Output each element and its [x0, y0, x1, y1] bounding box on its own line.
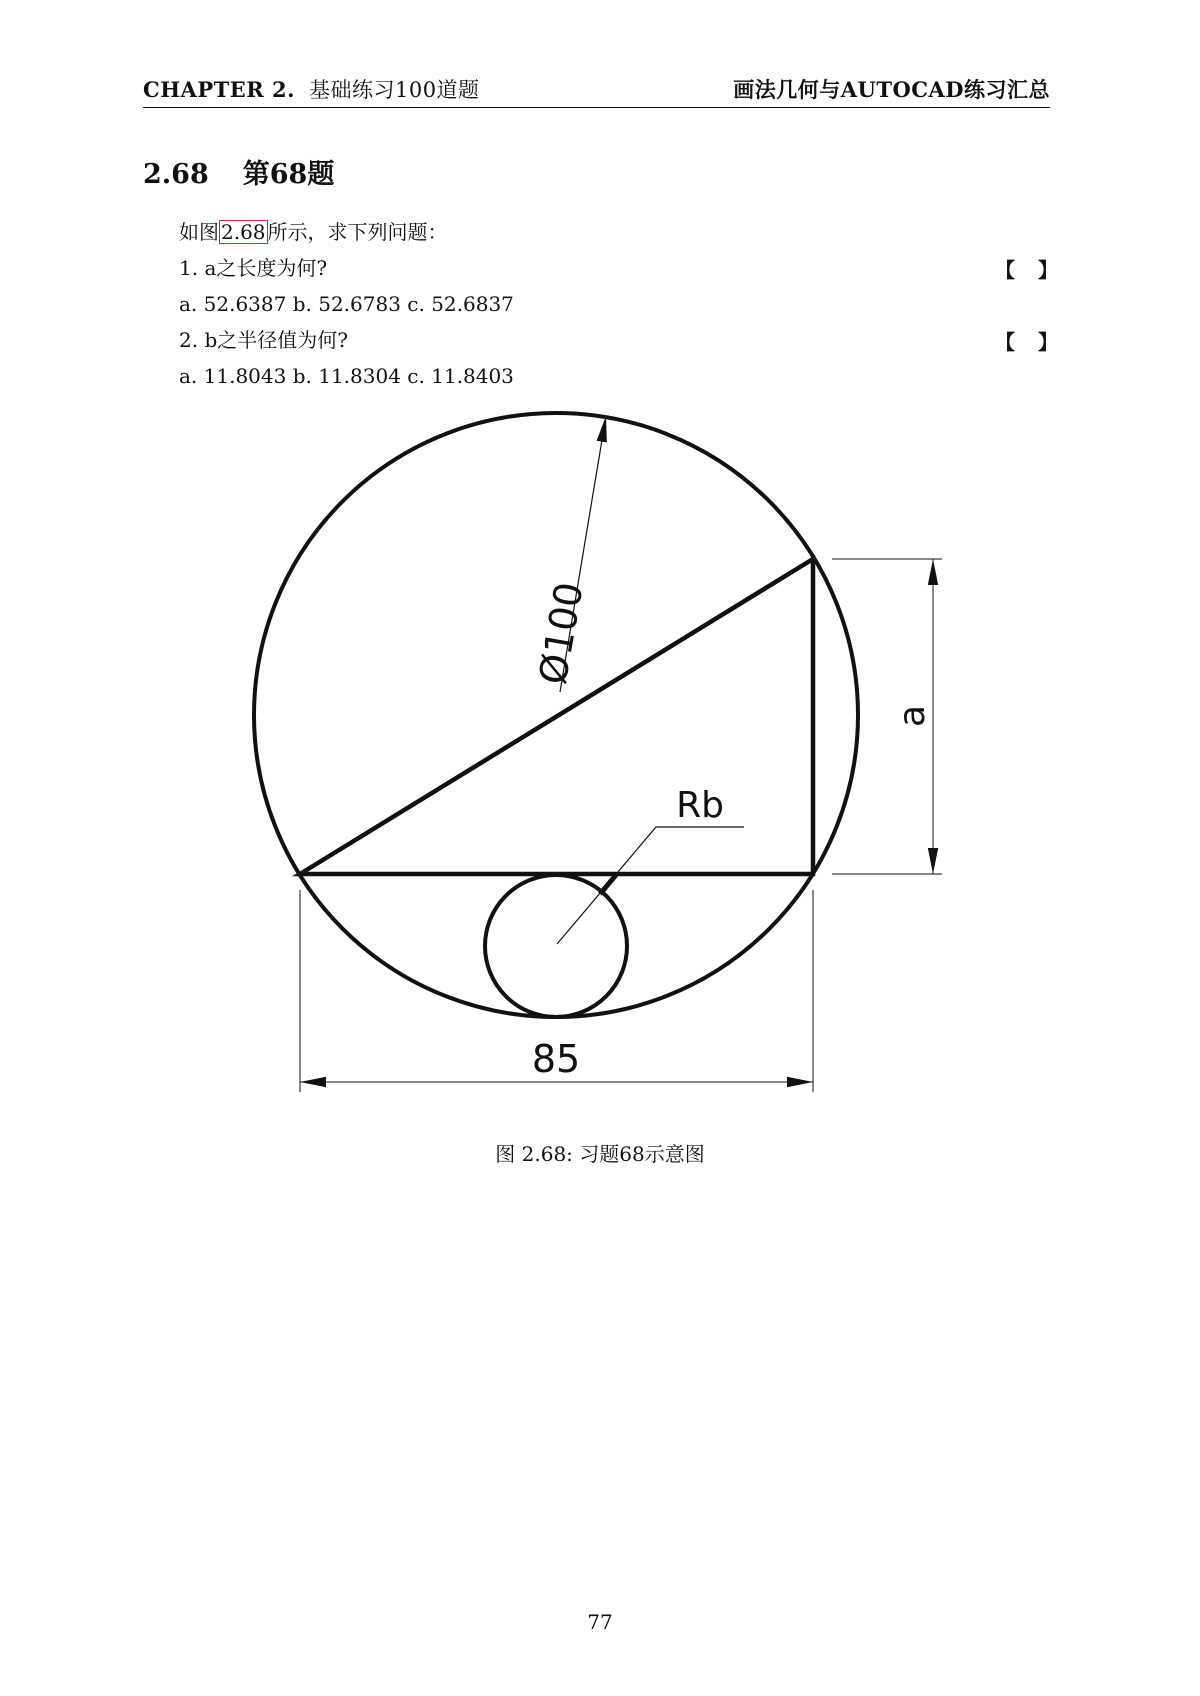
answer-bracket-2: 【 】 [995, 330, 1066, 354]
radius-leader [557, 827, 744, 944]
width-label: 85 [531, 1037, 581, 1081]
question-1-options: a. 52.6387 b. 52.6783 c. 52.6837 [179, 292, 514, 316]
intro-prefix: 如图 [179, 220, 219, 244]
answer-bracket-1: 【 】 [995, 258, 1066, 282]
question-2: 2. b之半径值为何? [179, 328, 348, 352]
radius-label: Rb [676, 785, 724, 826]
height-label: a [892, 704, 933, 728]
chapter-label: CHAPTER 2. [143, 77, 295, 102]
figure-caption: 图 2.68: 习题68示意图 [495, 1142, 705, 1166]
book-title: 画法几何与AUTOCAD练习汇总 [733, 77, 1050, 102]
figure-ref-link[interactable]: 2.68 [221, 220, 266, 244]
intro-suffix: 所示，求下列问题： [267, 220, 448, 244]
page-number: 77 [587, 1610, 613, 1634]
small-circle [485, 875, 627, 1017]
question-1: 1. a之长度为何? [179, 256, 328, 280]
diameter-label: Ø100 [530, 579, 592, 688]
question-2-options: a. 11.8043 b. 11.8304 c. 11.8403 [179, 364, 514, 388]
chapter-title: 基础练习100道题 [308, 78, 480, 102]
radius-leader-arrow [600, 875, 616, 894]
section-title: 第68题 [242, 159, 335, 190]
section-number: 2.68 [143, 159, 209, 190]
